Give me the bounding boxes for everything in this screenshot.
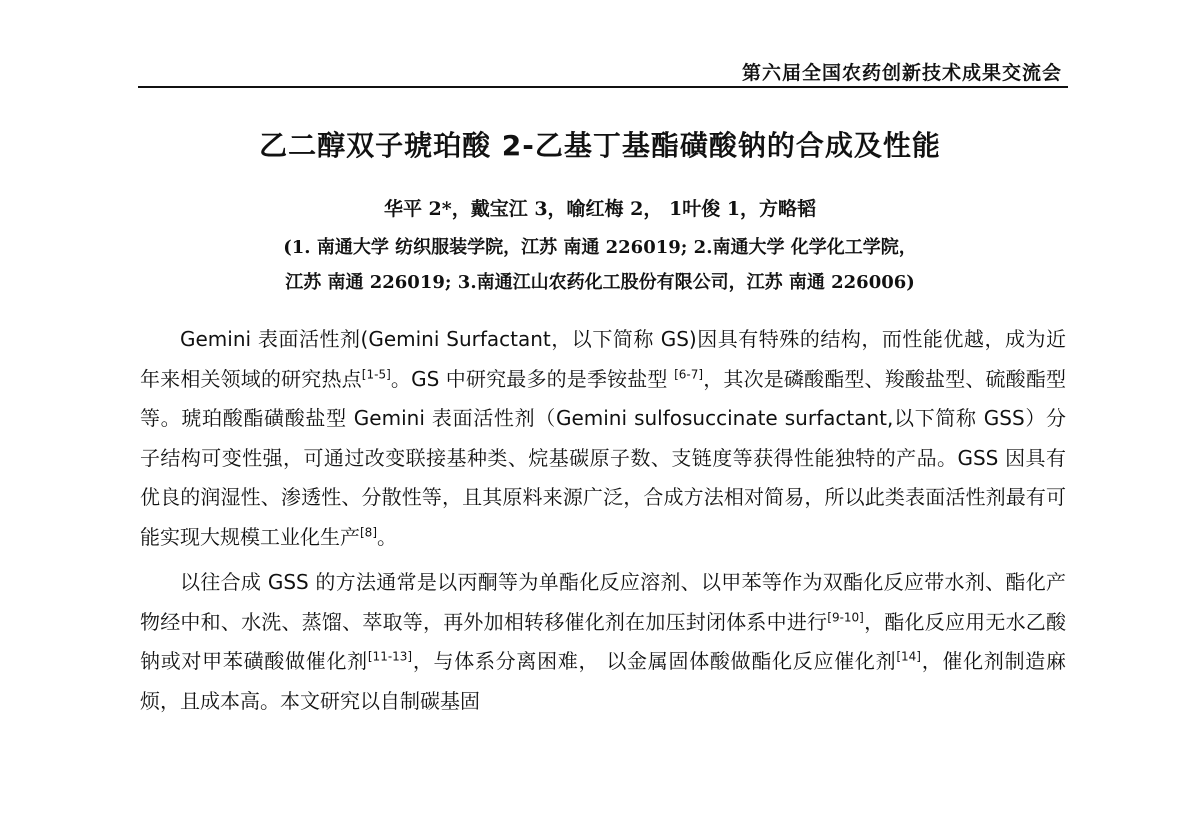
article-title: 乙二醇双子琥珀酸 2-乙基丁基酯磺酸钠的合成及性能 (259, 129, 941, 162)
paragraph-text: 。GS 中研究最多的是季铵盐型 (390, 366, 675, 391)
author-list: 华平 2*，戴宝江 3，喻红梅 2， 1叶俊 1，方略韬 (383, 198, 817, 220)
affiliation-line-1: (1. 南通大学 纺织服装学院，江苏 南通 226019; 2.南通大学 化学化工学院， (283, 237, 917, 258)
paragraph-2 (140, 563, 1066, 721)
citation-ref: [9-10] (827, 609, 864, 624)
citation-ref: [14] (896, 649, 921, 664)
citation-ref: [6-7] (674, 366, 704, 381)
paragraph-text: 以往合成 GSS 的方法通常是以丙酮等为单酯化反应溶剂、以甲苯等作为双酯化反应带水剂、酯化产物经中和、水洗、蒸馏、萃取等，再外加相转移催化剂在加压封闭体系中进行 (140, 570, 1066, 634)
paragraph-1 (140, 320, 1066, 557)
paragraph-text: ，其次是磷酸酯型、羧酸盐型、硫酸酯型等。琥珀酸酯磺酸盐型 Gemini 表面活性剂（Gemini sulfosuccinate surfactant,以下简称 GSS）分子结构可变性强，可通过改变联接基种类、烷基碳原子数、支链度等获得性能独特的产品。GSS 因具有优良的润湿性、渗透性、分散性等，且其原料来源广泛，合成方法相对简易，所以此类表面活性剂最有可能实现大规模工业化生产 (140, 366, 1066, 549)
paragraph-text: Gemini 表面活性剂(Gemini Surfactant，以下简称 GS)因具有特殊的结构，而性能优越，成为近年来相关领域的研究热点 (140, 327, 1066, 391)
paragraph-text: 。 (377, 524, 397, 549)
affiliation-line-2: 江苏 南通 226019; 3.南通江山农药化工股份有限公司，江苏 南通 226006) (285, 272, 915, 293)
citation-ref: [1-5] (361, 366, 391, 381)
citation-ref: [11-13] (367, 649, 413, 664)
citation-ref: [8] (360, 524, 377, 539)
paragraph-text: ，催化剂制造麻烦，且成本高。本文研究以自制碳基固 (140, 649, 1067, 713)
running-header-conference: 第六届全国农药创新技术成果交流会 (741, 62, 1062, 84)
paragraph-text: ，酯化反应用无水乙酸钠或对甲苯磺酸做催化剂 (140, 609, 1067, 673)
paragraph-text: ，与体系分离困难， 以金属固体酸做酯化反应催化剂 (412, 649, 897, 673)
header-rule (138, 86, 1068, 88)
body-text (140, 320, 1066, 727)
